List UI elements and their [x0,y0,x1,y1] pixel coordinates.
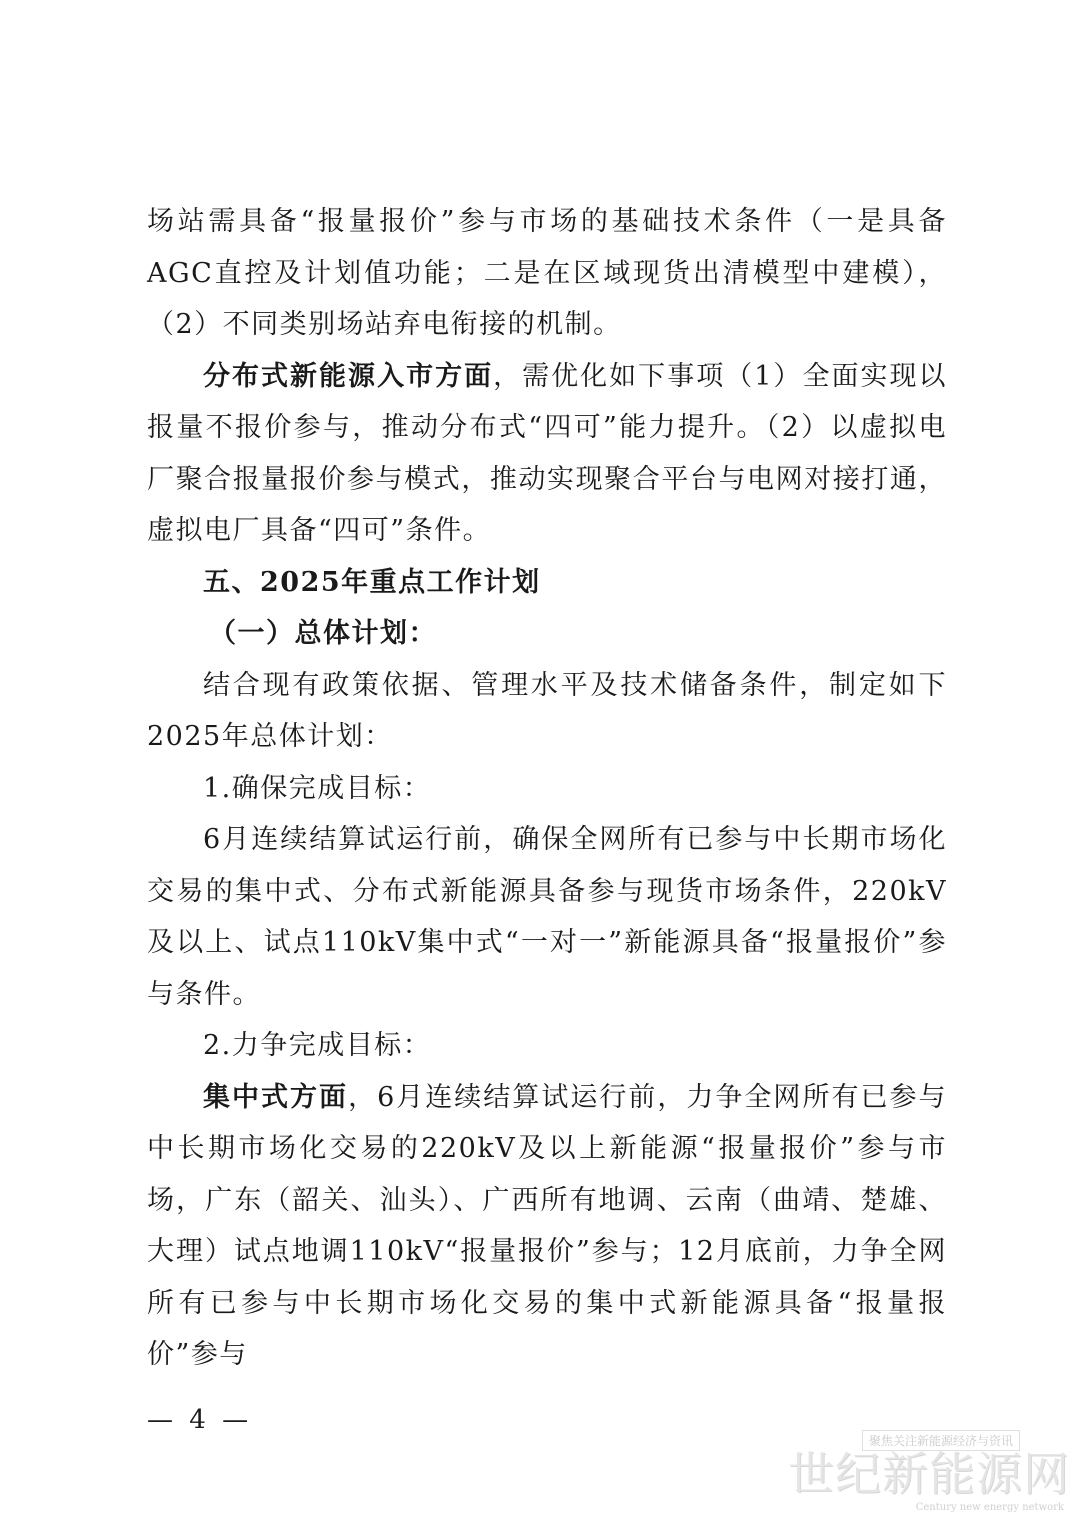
paragraph-text: 6月连续结算试运行前，确保全网所有已参与中长期市场化交易的集中式、分布式新能源具备参与现货市场条件，220kV及以上、试点110kV集中式“一对一”新能源具备“报量报价”参与条件。 [147,824,947,1010]
paragraph-lead-bold: 集中式方面 [203,1081,349,1113]
watermark-english: Century new energy network [915,1502,1064,1513]
subsection-heading: （一）总体计划： [209,618,437,649]
paragraph-text: 结合现有政策依据、管理水平及技术储备条件，制定如下2025年总体计划： [147,669,947,752]
paragraph-distributed-energy [147,351,947,557]
paragraph-guaranteed-goals [147,814,947,1020]
paragraph-station-conditions [147,196,947,351]
paragraph-text: ，需优化如下事项（1）全面实现以报量不报价参与，推动分布式“四可”能力提升。（2）以虚拟电厂聚合报量报价参与模式，推动实现聚合平台与电网对接打通，虚拟电厂具备“四可”条件。 [147,360,947,546]
document-body [147,196,947,1381]
item-title-text: 1.确保完成目标： [203,772,432,804]
watermark-name: 世纪新能源网 [788,1447,1070,1501]
list-item-title-1 [147,763,947,815]
paragraph-lead-bold: 分布式新能源入市方面 [203,360,494,392]
watermark-logo [788,1430,1070,1518]
paragraph-strive-goals [147,1072,947,1381]
section-heading: 五、2025年重点工作计划 [203,566,541,598]
paragraph-overall-plan [147,660,947,763]
watermark-tagline: 聚焦关注新能源经济与资讯 [862,1430,1020,1451]
paragraph-text: 场站需具备“报量报价”参与市场的基础技术条件（一是具备AGC直控及计划值功能；二是在区域现货出清模型中建模），（2）不同类别场站弃电衔接的机制。 [147,206,947,340]
list-item-title-2 [147,1020,947,1072]
paragraph-text: ，6月连续结算试运行前，力争全网所有已参与中长期市场化交易的220kV及以上新能源“报量报价”参与市场，广东（韶关、汕头）、广西所有地调、云南（曲靖、楚雄、大理）试点地调110kV“报量报价”参与；12月底前，力争全网所有已参与中长期市场化交易的集中式新能源具备“报量报价”参与 [147,1081,947,1370]
page-number: — 4 — [147,1405,253,1435]
item-title-text: 2.力争完成目标： [203,1030,432,1061]
